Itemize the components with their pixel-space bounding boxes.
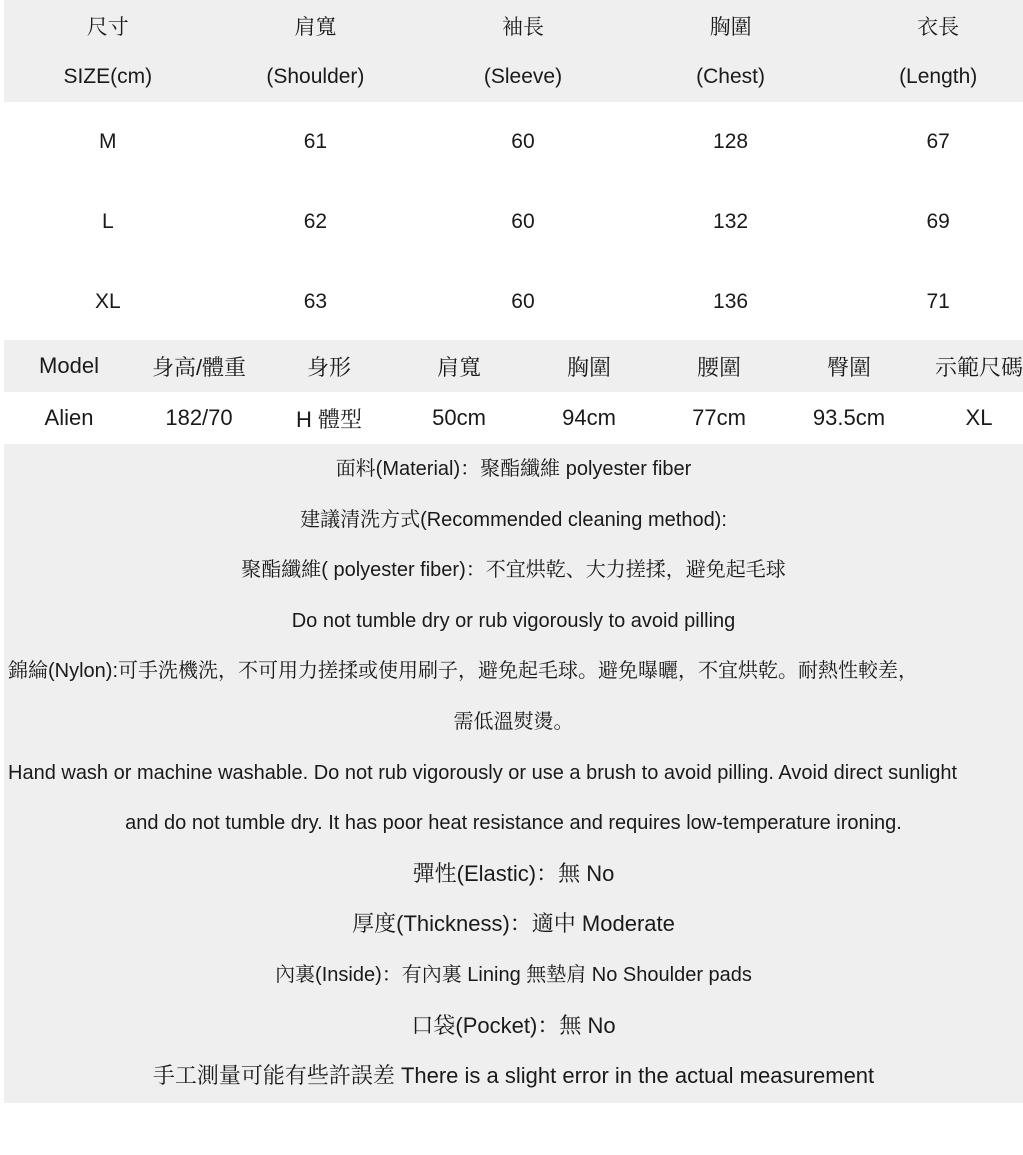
table-cell: 182/70 [165, 405, 233, 430]
thickness-line: 厚度(Thickness)：適中 Moderate [352, 911, 675, 937]
height-weight-header-cell: 身高/體重 [151, 354, 247, 380]
nylon-care-line: 錦綸(Nylon):可手洗機洗，不可用力搓揉或使用刷子，避免起毛球。避免曝曬，不宜烘乾。耐熱性較差， [8, 660, 919, 683]
chest-header-cell: 胸圍 [709, 15, 752, 39]
length-header-cell-en: (Length) [899, 64, 978, 88]
nylon-care-line-en-cont: and do not tumble dry. It has poor heat resistance and requires low-temperature ironing. [125, 812, 902, 835]
worn-size-header-cell: 示範尺碼 [934, 354, 1023, 380]
table-cell: 60 [511, 130, 535, 153]
table-row [4, 182, 1023, 262]
table-cell: H 體型 [295, 406, 362, 432]
care-info-block [4, 444, 1023, 1103]
elastic-line: 彈性(Elastic)：無 No [412, 860, 615, 886]
body-type-header-cell: 身形 [306, 354, 351, 380]
table-cell: 71 [926, 290, 950, 313]
chest-header-cell: 胸圍 [566, 354, 611, 380]
table-row [4, 102, 1023, 182]
model-table-header [4, 340, 1023, 392]
table-cell: 93.5cm [812, 405, 886, 430]
length-header-cell: 衣長 [917, 15, 960, 39]
model-table-body [4, 392, 1023, 444]
table-cell: 128 [713, 130, 749, 153]
table-cell: Alien [44, 405, 94, 430]
table-cell: 94cm [562, 405, 616, 430]
model-header-row [4, 340, 1023, 392]
measurement-note-line: 手工測量可能有些許誤差 There is a slight error in the actual measurement [152, 1063, 875, 1089]
shoulder-header-cell-en: (Shoulder) [266, 64, 365, 88]
table-cell: 60 [511, 290, 535, 313]
table-cell: 69 [926, 210, 950, 233]
inside-line: 內裏(Inside)：有內裏 Lining 無墊肩 No Shoulder pads [275, 963, 752, 986]
table-cell: 50cm [432, 405, 486, 430]
chest-header-cell-en: (Chest) [696, 64, 765, 88]
polyester-care-line: 聚酯纖維( polyester fiber)：不宜烘乾、大力搓揉，避免起毛球 [241, 559, 786, 582]
table-cell: XL [965, 405, 993, 430]
size-table-header [4, 0, 1023, 102]
material-line: 面料(Material)：聚酯纖維 polyester fiber [335, 458, 692, 480]
nylon-care-line-en: Hand wash or machine washable. Do not rub vigorously or use a brush to avoid pilling. Avoid direct sunlight [8, 761, 958, 784]
table-cell: 62 [303, 210, 328, 233]
size-table [4, 0, 1023, 342]
model-table [4, 340, 1023, 444]
table-row [4, 392, 1023, 444]
table-row [4, 262, 1023, 342]
nylon-care-line-cont: 需低溫熨燙。 [453, 710, 574, 733]
table-cell: L [101, 210, 114, 233]
pocket-line: 口袋(Pocket)：無 No [411, 1012, 616, 1038]
table-cell: 77cm [692, 405, 746, 430]
sleeve-header-cell-en: (Sleeve) [483, 64, 563, 88]
size-header-cell: 尺寸 [86, 15, 129, 39]
table-cell: 61 [303, 130, 328, 153]
table-cell: 60 [511, 210, 535, 233]
model-header-cell: Model [39, 353, 99, 378]
shoulder-header-cell: 肩寬 [436, 354, 481, 380]
table-cell: 132 [713, 210, 749, 233]
waist-header-cell: 腰圍 [696, 354, 741, 380]
polyester-care-line-en: Do not tumble dry or rub vigorously to avoid pilling [291, 609, 736, 632]
size-header-row-en [4, 51, 1023, 102]
table-cell: 136 [713, 290, 749, 313]
shoulder-header-cell: 肩寬 [294, 15, 337, 39]
size-header-row-cn [4, 0, 1023, 51]
size-table-body [4, 102, 1023, 342]
table-cell: M [99, 130, 117, 153]
sleeve-header-cell: 袖長 [501, 15, 544, 39]
table-cell: XL [94, 290, 121, 313]
table-cell: 67 [926, 130, 950, 153]
table-cell: 63 [303, 290, 328, 313]
cleaning-method-line: 建議清洗方式(Recommended cleaning method): [300, 508, 727, 531]
size-header-cell-en: SIZE(cm) [63, 64, 153, 88]
hip-header-cell: 臀圍 [826, 354, 871, 380]
